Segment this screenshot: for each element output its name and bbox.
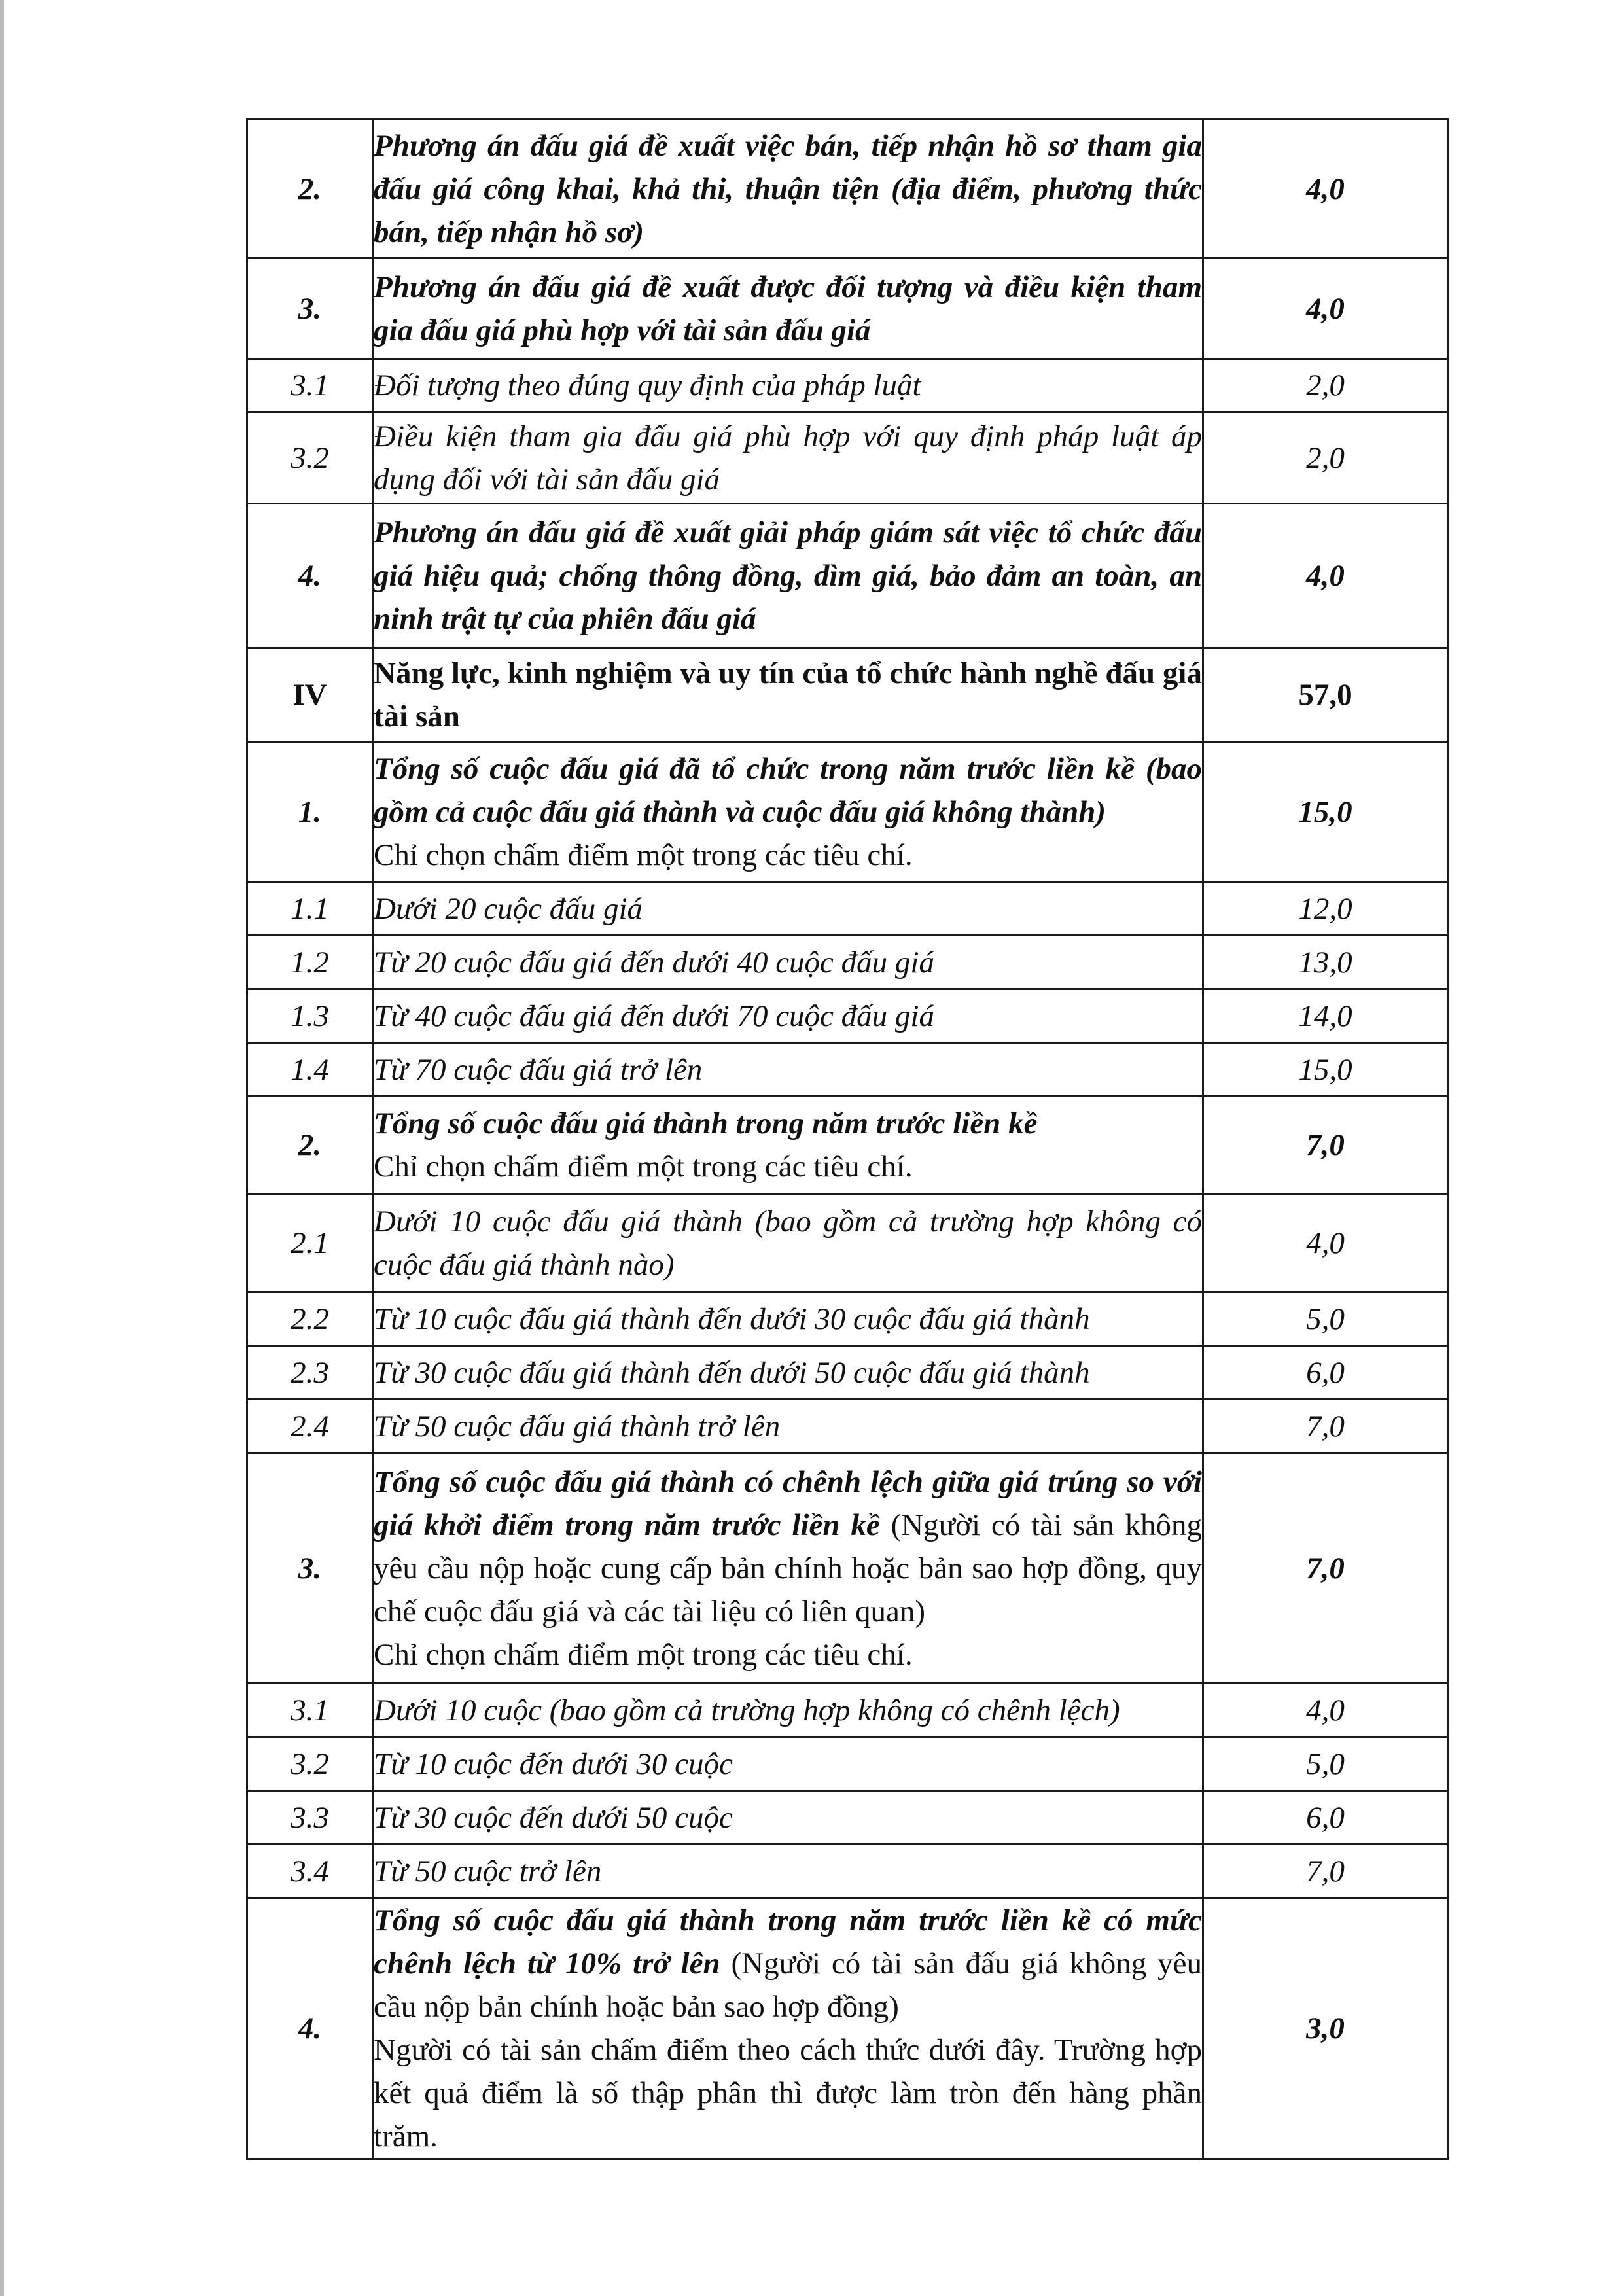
score: 5,0 [1203, 1292, 1448, 1346]
criterion-title: Phương án đấu giá đề xuất việc bán, tiếp nhận hồ sơ tham gia đấu giá công khai, khả thi, thuận tiện (địa điểm, phương thức bán, tiếp nhận hồ sơ) [374, 128, 1202, 249]
score: 2,0 [1203, 412, 1448, 504]
criterion-title: Điều kiện tham gia đấu giá phù hợp với quy định pháp luật áp dụng đối với tài sản đấu giá [374, 419, 1202, 497]
score: 6,0 [1203, 1346, 1448, 1400]
criterion-title: Đối tượng theo đúng quy định của pháp luật [374, 368, 921, 402]
criterion-text [373, 1292, 1203, 1346]
criterion-text [373, 882, 1203, 936]
table-row [247, 359, 1448, 412]
criterion-title: Từ 20 cuộc đấu giá đến dưới 40 cuộc đấu giá [374, 945, 934, 980]
item-number: 2.4 [247, 1400, 373, 1453]
score: 4,0 [1203, 258, 1448, 359]
item-number: 3.4 [247, 1845, 373, 1898]
item-number: 2.1 [247, 1194, 373, 1292]
score: 13,0 [1203, 936, 1448, 989]
criterion-title: Tổng số cuộc đấu giá đã tổ chức trong năm trước liền kề (bao gồm cả cuộc đấu giá thành và cuộc đấu giá không thành) [374, 751, 1202, 829]
criterion-text [373, 1043, 1203, 1097]
item-number: 3.2 [247, 1737, 373, 1791]
criterion-title: Năng lực, kinh nghiệm và uy tín của tổ chức hành nghề đấu giá tài sản [374, 656, 1202, 733]
score: 3,0 [1203, 1898, 1448, 2159]
table-row [247, 648, 1448, 742]
criterion-text [373, 412, 1203, 504]
score: 6,0 [1203, 1791, 1448, 1845]
item-number: 3.1 [247, 1684, 373, 1737]
score: 4,0 [1203, 1194, 1448, 1292]
score: 57,0 [1203, 648, 1448, 742]
table-row [247, 1292, 1448, 1346]
criterion-title: Từ 50 cuộc trở lên [374, 1854, 602, 1888]
score: 7,0 [1203, 1453, 1448, 1684]
table-row [247, 1194, 1448, 1292]
table-row [247, 989, 1448, 1043]
criterion-text [373, 1845, 1203, 1898]
criterion-text [373, 1898, 1203, 2159]
item-number: 3.2 [247, 412, 373, 504]
table-row [247, 1453, 1448, 1684]
criterion-text [373, 1400, 1203, 1453]
criterion-note: Chỉ chọn chấm điểm một trong các tiêu chí. [374, 838, 913, 872]
table-row [247, 742, 1448, 882]
item-number: 2.3 [247, 1346, 373, 1400]
criterion-title: Phương án đấu giá đề xuất được đối tượng và điều kiện tham gia đấu giá phù hợp với tài sản đấu giá [374, 270, 1202, 347]
criterion-title: Từ 30 cuộc đấu giá thành đến dưới 50 cuộc đấu giá thành [374, 1355, 1090, 1390]
criterion-title: Dưới 10 cuộc (bao gồm cả trường hợp không có chênh lệch) [374, 1693, 1120, 1727]
criterion-remark: (Người có tài sản đấu giá không yêu cầu nộp bản chính hoặc bản sao hợp đồng) [374, 1947, 1202, 2024]
table-row [247, 882, 1448, 936]
criterion-text [373, 1194, 1203, 1292]
criterion-text [373, 936, 1203, 989]
criterion-title: Từ 40 cuộc đấu giá đến dưới 70 cuộc đấu giá [374, 998, 934, 1033]
criterion-title: Tổng số cuộc đấu giá thành trong năm trước liền kề [374, 1106, 1038, 1140]
criterion-title: Từ 10 cuộc đấu giá thành đến dưới 30 cuộc đấu giá thành [374, 1301, 1090, 1336]
item-number: 2.2 [247, 1292, 373, 1346]
score: 4,0 [1203, 120, 1448, 258]
criterion-note: Chỉ chọn chấm điểm một trong các tiêu chí. [374, 1150, 913, 1184]
criterion-text [373, 742, 1203, 882]
score: 2,0 [1203, 359, 1448, 412]
item-number: 1.1 [247, 882, 373, 936]
item-number: 2. [247, 1097, 373, 1194]
criterion-text [373, 648, 1203, 742]
table-row [247, 1684, 1448, 1737]
criterion-text [373, 1684, 1203, 1737]
item-number: 1.2 [247, 936, 373, 989]
criterion-remark: (Người có tài sản không yêu cầu nộp hoặc cung cấp bản chính hoặc bản sao hợp đồng, quy chế cuộc đấu giá và các tài liệu có liên quan) [374, 1508, 1202, 1629]
score: 15,0 [1203, 1043, 1448, 1097]
criteria-table-body [247, 120, 1448, 2159]
criterion-text [373, 504, 1203, 648]
score: 14,0 [1203, 989, 1448, 1043]
criterion-title: Phương án đấu giá đề xuất giải pháp giám sát việc tổ chức đấu giá hiệu quả; chống thông đồng, dìm giá, bảo đảm an toàn, an ninh trật tự của phiên đấu giá [374, 516, 1202, 636]
score: 7,0 [1203, 1097, 1448, 1194]
criterion-text [373, 359, 1203, 412]
criterion-title: Từ 70 cuộc đấu giá trở lên [374, 1052, 703, 1087]
criteria-table [246, 118, 1449, 2160]
criterion-text [373, 1346, 1203, 1400]
item-number: 1.4 [247, 1043, 373, 1097]
item-number: 2. [247, 120, 373, 258]
score: 4,0 [1203, 1684, 1448, 1737]
score: 15,0 [1203, 742, 1448, 882]
score: 5,0 [1203, 1737, 1448, 1791]
table-row [247, 258, 1448, 359]
table-row [247, 1346, 1448, 1400]
criterion-title: Dưới 20 cuộc đấu giá [374, 891, 643, 926]
item-number: 1.3 [247, 989, 373, 1043]
item-number: 1. [247, 742, 373, 882]
criterion-title: Từ 10 cuộc đến dưới 30 cuộc [374, 1746, 733, 1781]
criterion-text [373, 989, 1203, 1043]
criterion-text [373, 258, 1203, 359]
criterion-note: Chỉ chọn chấm điểm một trong các tiêu chí. [374, 1637, 913, 1672]
criterion-text [373, 120, 1203, 258]
criterion-text [373, 1453, 1203, 1684]
item-number: 3. [247, 1453, 373, 1684]
criterion-text [373, 1791, 1203, 1845]
criterion-title: Dưới 10 cuộc đấu giá thành (bao gồm cả trường hợp không có cuộc đấu giá thành nào) [374, 1204, 1202, 1282]
criterion-text [373, 1737, 1203, 1791]
table-row [247, 1737, 1448, 1791]
score: 4,0 [1203, 504, 1448, 648]
page-edge [0, 0, 4, 2296]
table-row [247, 1097, 1448, 1194]
table-row [247, 1845, 1448, 1898]
item-number: 3.1 [247, 359, 373, 412]
table-row [247, 1898, 1448, 2159]
score: 7,0 [1203, 1845, 1448, 1898]
criterion-title: Từ 50 cuộc đấu giá thành trở lên [374, 1409, 781, 1443]
item-number: 4. [247, 1898, 373, 2159]
criterion-text [373, 1097, 1203, 1194]
table-row [247, 412, 1448, 504]
table-row [247, 936, 1448, 989]
criterion-title: Tổng số cuộc đấu giá thành có chênh lệch giữa giá trúng so với giá khởi điểm trong năm trước liền kề [374, 1464, 1202, 1542]
score: 7,0 [1203, 1400, 1448, 1453]
item-number: 4. [247, 504, 373, 648]
item-number: IV [247, 648, 373, 742]
score: 12,0 [1203, 882, 1448, 936]
criterion-title: Tổng số cuộc đấu giá thành trong năm trước liền kề có mức chênh lệch từ 10% trở lên [374, 1903, 1202, 1981]
criterion-title: Từ 30 cuộc đến dưới 50 cuộc [374, 1800, 733, 1835]
table-row [247, 1791, 1448, 1845]
item-number: 3.3 [247, 1791, 373, 1845]
item-number: 3. [247, 258, 373, 359]
table-row [247, 1043, 1448, 1097]
table-row [247, 1400, 1448, 1453]
table-row [247, 120, 1448, 258]
table-row [247, 504, 1448, 648]
criterion-note: Người có tài sản chấm điểm theo cách thức dưới đây. Trường hợp kết quả điểm là số thập phân thì được làm tròn đến hàng phần trăm. [374, 2033, 1202, 2153]
